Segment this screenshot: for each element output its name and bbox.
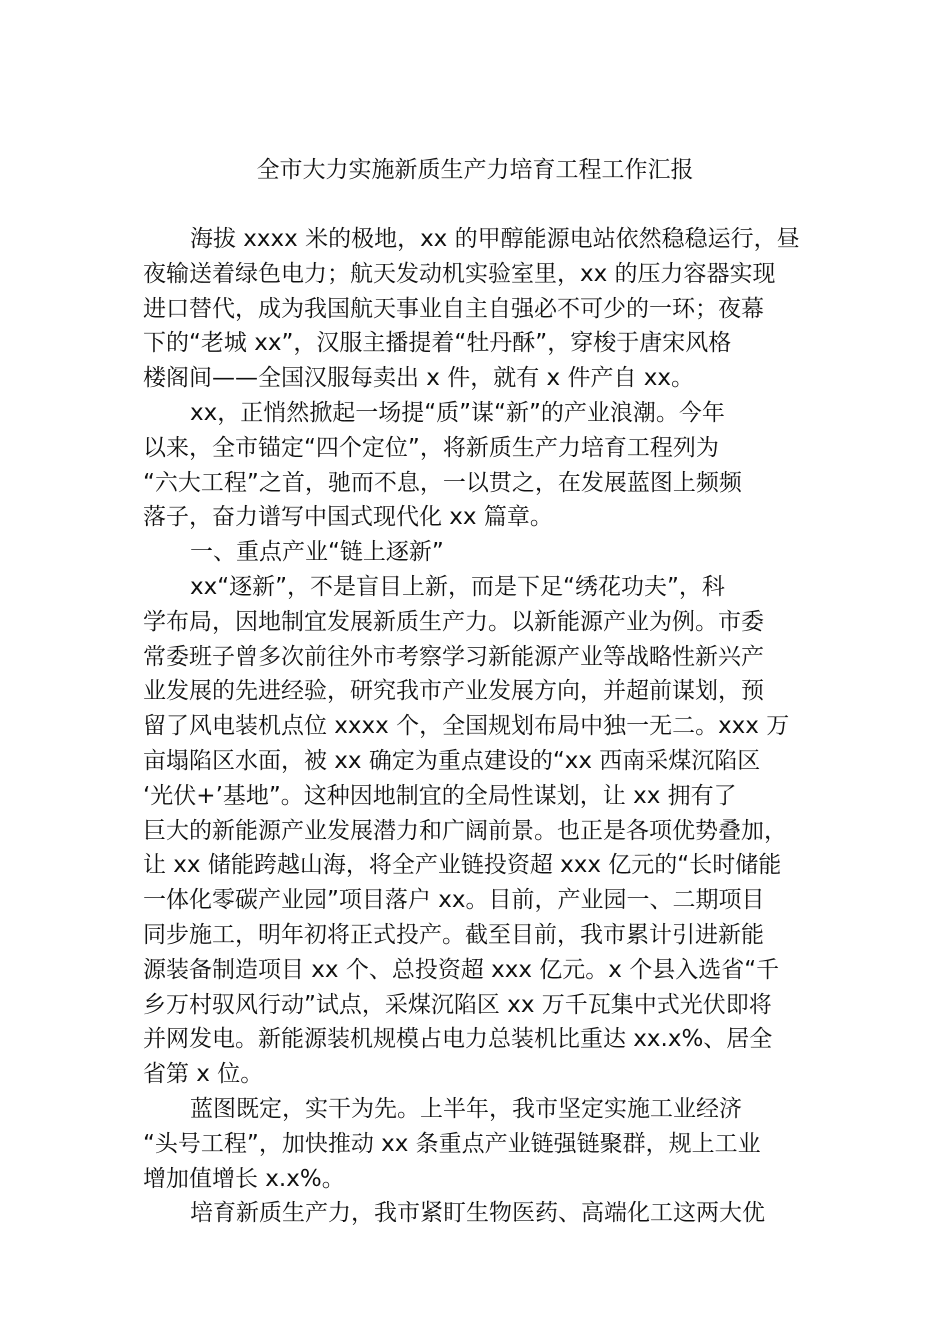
text-line: 以来，全市锚定“四个定位”，将新质生产力培育工程列为 bbox=[143, 434, 719, 461]
text-line: xx“逐新”，不是盲目上新，而是下足“绣花功夫”，科 bbox=[190, 574, 725, 600]
text-line: 海拔 xxxx 米的极地，xx 的甲醇能源电站依然稳稳运行，昼 bbox=[190, 226, 800, 252]
text-line: “头号工程”，加快推动 xx 条重点产业链强链聚群，规上工业 bbox=[143, 1130, 761, 1157]
text-line: 留了风电装机点位 xxxx 个，全国规划布局中独一无二。xxx 万 bbox=[143, 713, 790, 740]
text-line: “六大工程”之首，驰而不息，一以贯之，在发展蓝图上频频 bbox=[143, 469, 742, 496]
text-line: 培育新质生产力，我市紧盯生物医药、高端化工这两大优 bbox=[190, 1200, 765, 1227]
text-line: 增加值增长 x.x%。 bbox=[143, 1165, 345, 1192]
text-line: 下的“老城 xx”，汉服主播提着“牡丹酥”，穿梭于唐宋风格 bbox=[143, 330, 732, 357]
text-line: ‘光伏+’基地”。这种因地制宜的全局性谋划，让 xx 拥有了 bbox=[143, 782, 737, 809]
text-line: 省第 x 位。 bbox=[143, 1061, 264, 1088]
text-line: 乡万村驭风行动”试点，采煤沉陷区 xx 万千瓦集中式光伏即将 bbox=[143, 991, 772, 1018]
text-line: 并网发电。新能源装机规模占电力总装机比重达 xx.x%、居全 bbox=[143, 1026, 773, 1053]
text-line: 一体化零碳产业园”项目落户 xx。目前，产业园一、二期项目 bbox=[143, 887, 765, 914]
text-line: 学布局，因地制宜发展新质生产力。以新能源产业为例。市委 bbox=[143, 608, 764, 635]
text-line: 蓝图既定，实干为先。上半年，我市坚定实施工业经济 bbox=[190, 1096, 742, 1122]
text-line: 楼阁间——全国汉服每卖出 x 件，就有 x 件产自 xx。 bbox=[143, 365, 695, 392]
text-line: 业发展的先进经验，研究我市产业发展方向，并超前谋划，预 bbox=[143, 678, 764, 705]
text-line: 巨大的新能源产业发展潜力和广阔前景。也正是各项优势叠加， bbox=[143, 817, 787, 844]
text-line: 夜输送着绿色电力；航天发动机实验室里，xx 的压力容器实现 bbox=[143, 260, 776, 287]
document-title: 全市大力实施新质生产力培育工程工作汇报 bbox=[256, 157, 694, 183]
text-line: 一、重点产业“链上逐新” bbox=[190, 539, 444, 566]
text-line: xx，正悄然掀起一场提“质”谋“新”的产业浪潮。今年 bbox=[190, 400, 725, 426]
text-line: 常委班子曾多次前往外市考察学习新能源产业等战略性新兴产 bbox=[143, 643, 764, 670]
text-line: 源装备制造项目 xx 个、总投资超 xxx 亿元。x 个县入选省“千 bbox=[143, 956, 780, 983]
text-line: 进口替代，成为我国航天事业自主自强必不可少的一环；夜幕 bbox=[143, 295, 764, 322]
text-line: 让 xx 储能跨越山海，将全产业链投资超 xxx 亿元的“长时储能 bbox=[143, 852, 782, 879]
text-line: 亩塌陷区水面，被 xx 确定为重点建设的“xx 西南采煤沉陷区 bbox=[143, 748, 761, 774]
text-line: 同步施工，明年初将正式投产。截至目前，我市累计引进新能 bbox=[143, 922, 764, 948]
text-line: 落子，奋力谱写中国式现代化 xx 篇章。 bbox=[143, 504, 553, 531]
